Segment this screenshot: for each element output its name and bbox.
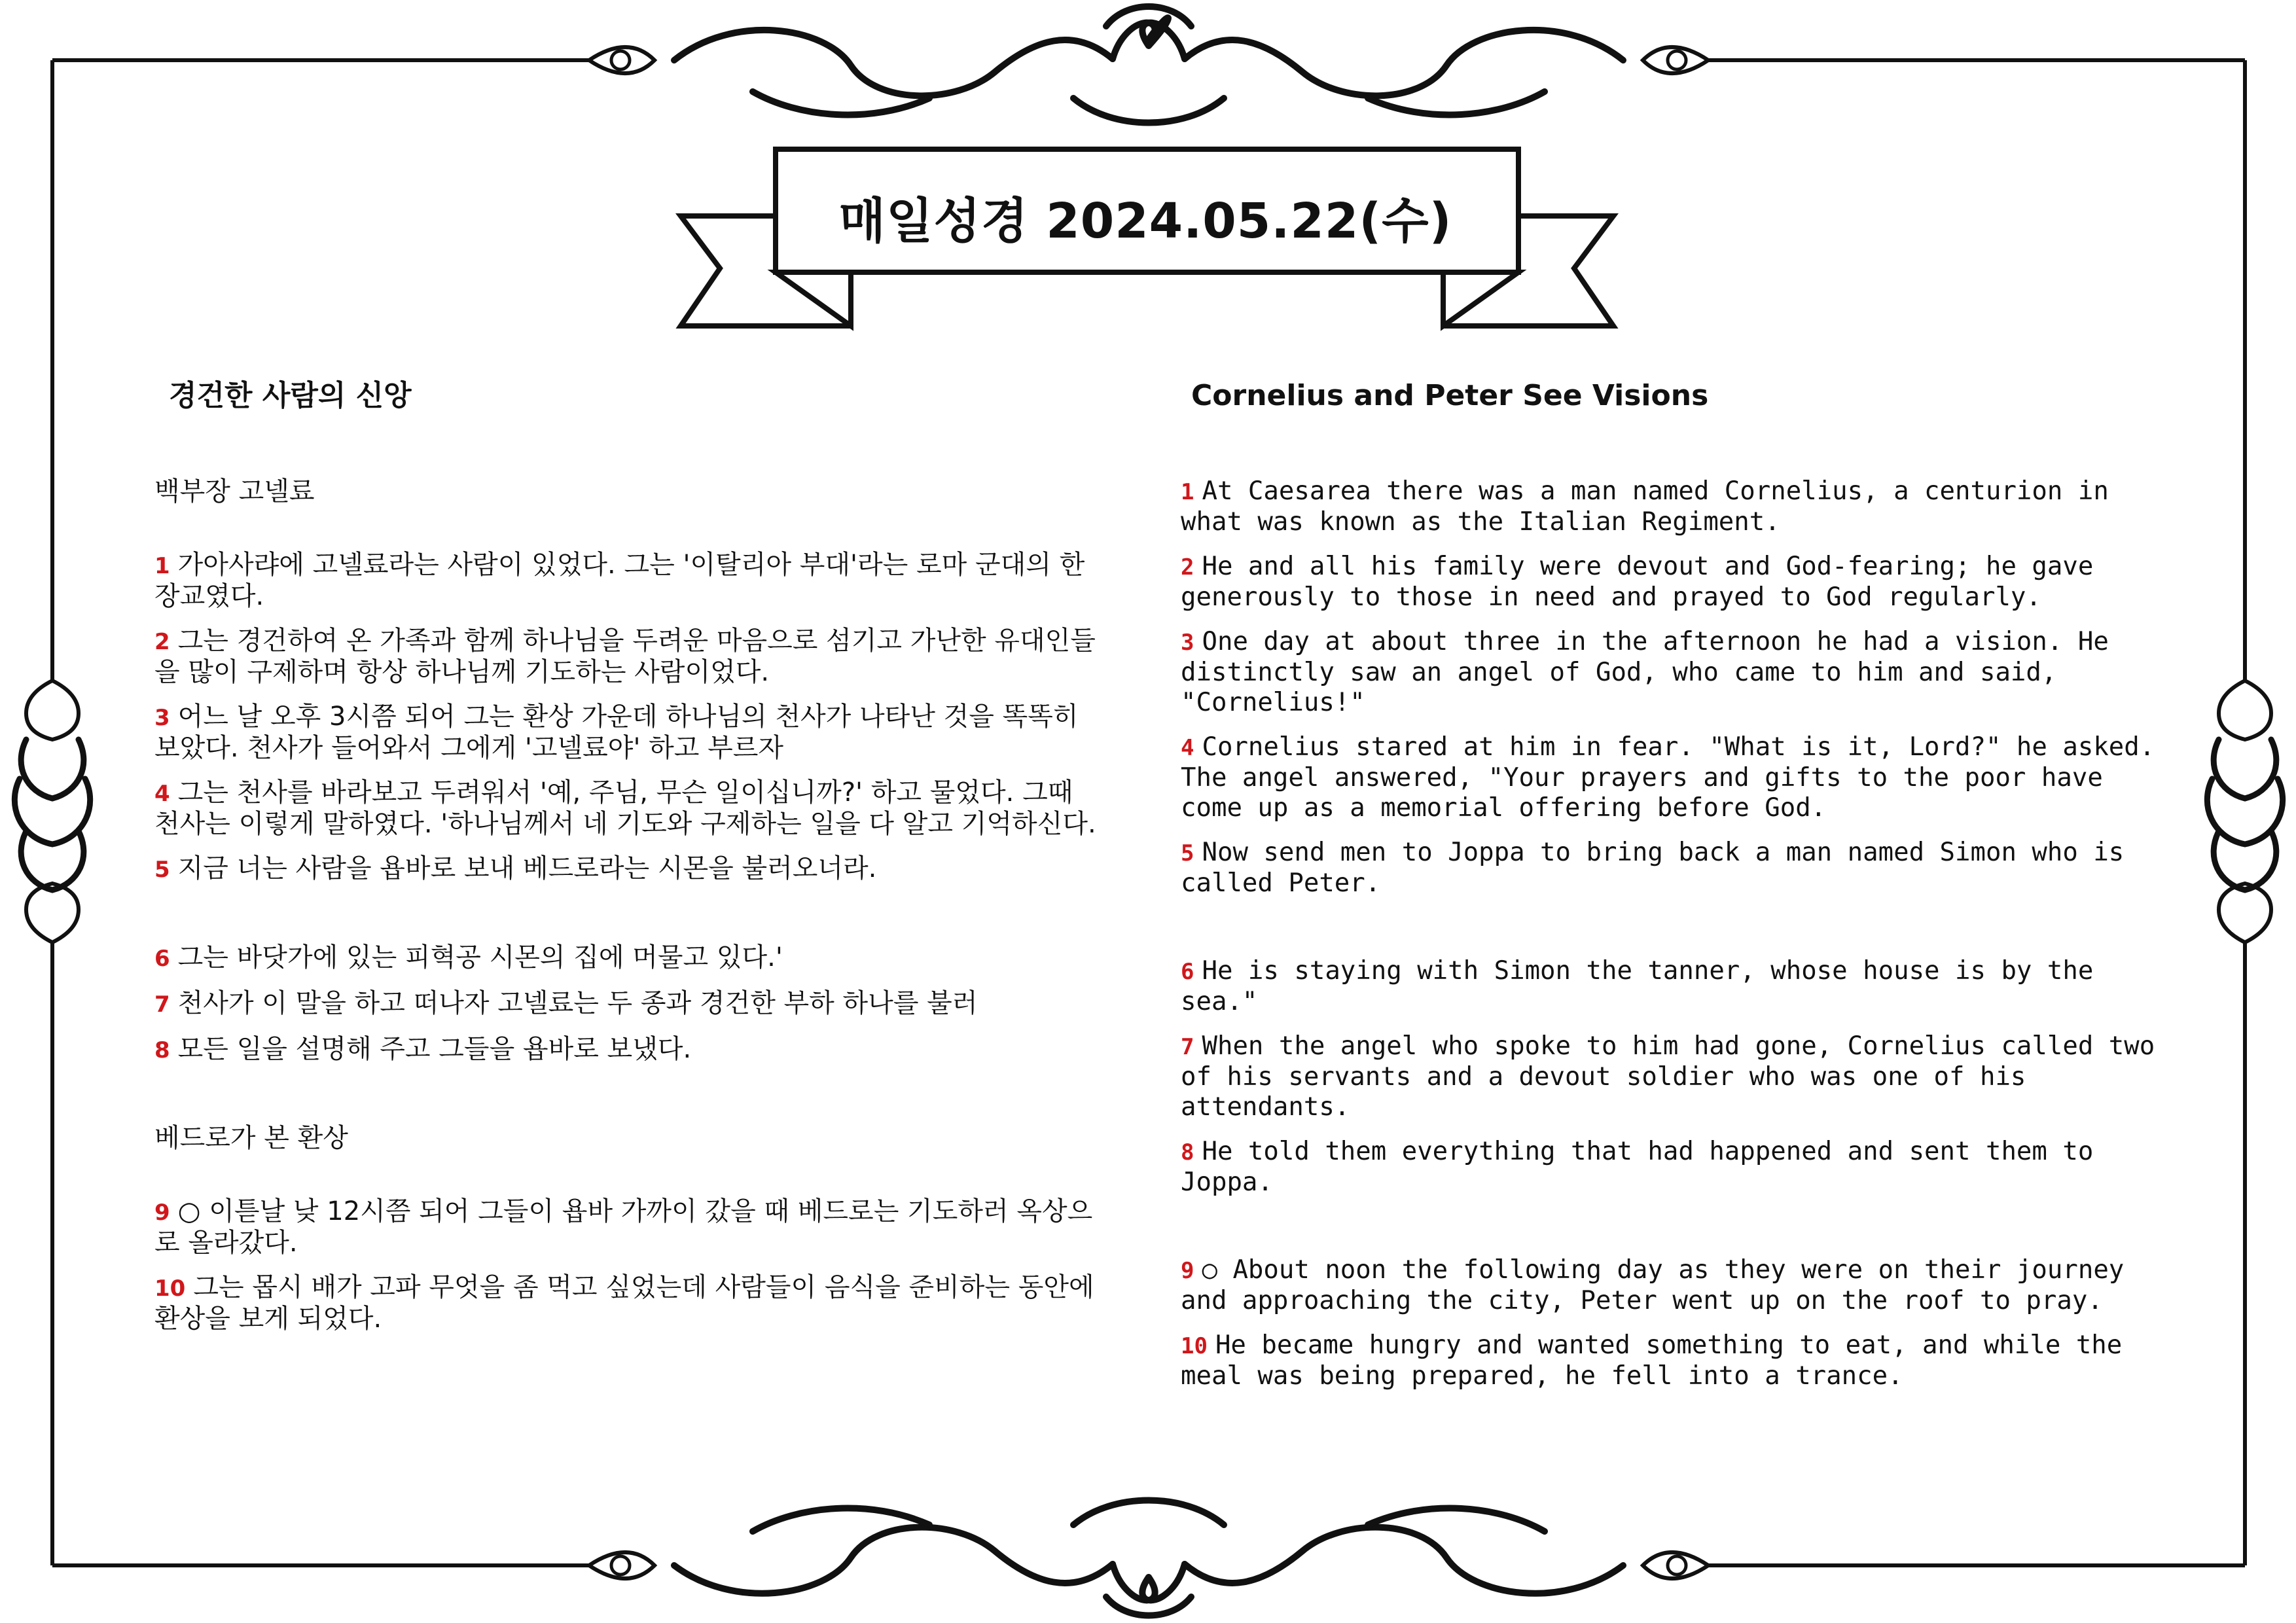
verse-text: 어느 날 오후 3시쯤 되어 그는 환상 가운데 하나님의 천사가 나타난 것을 똑똑히 보았다. 천사가 들어와서 그에게 '고넬료야' 하고 부르자 xyxy=(154,702,1079,763)
korean-heading: 경건한 사람의 신앙 xyxy=(169,379,412,412)
english-verse xyxy=(1181,627,2157,718)
top-flourish xyxy=(589,7,1708,123)
verse-number: 6 xyxy=(1181,959,1194,985)
english-verse xyxy=(1181,1330,2157,1391)
verse-number: 3 xyxy=(154,705,170,731)
verse-number: 10 xyxy=(154,1275,186,1302)
korean-verse xyxy=(154,777,1105,839)
korean-verse xyxy=(154,626,1105,687)
verse-number: 4 xyxy=(154,781,170,807)
verse-text: Now send men to Joppa to bring back a man named Simon who is called Peter. xyxy=(1181,838,2125,898)
english-verse xyxy=(1181,1031,2157,1122)
verse-number: 8 xyxy=(154,1037,170,1063)
spacer xyxy=(149,899,1105,942)
english-verse xyxy=(1181,732,2157,823)
page-title: 매일성경 2024.05.22(수) xyxy=(838,193,1452,249)
verse-text: 그는 바닷가에 있는 피혁공 시몬의 집에 머물고 있다.' xyxy=(177,942,783,972)
korean-verse xyxy=(154,1034,1105,1065)
verse-number: 7 xyxy=(1181,1034,1194,1060)
spacer xyxy=(1175,913,2157,956)
korean-verse xyxy=(154,1272,1105,1334)
verse-text: ○ 이튿날 낮 12시쯤 되어 그들이 욥바 가까이 갔을 때 베드로는 기도하러 옥상으로 올라갔다. xyxy=(154,1196,1093,1258)
verse-text: ○ About noon the following day as they were on their journey and approaching the city, Peter went up on the roof to pray. xyxy=(1181,1255,2125,1315)
verse-number: 9 xyxy=(154,1200,170,1226)
korean-verse xyxy=(154,853,1105,885)
bottom-flourish xyxy=(589,1501,1708,1616)
korean-verse xyxy=(154,942,1105,974)
verse-text: One day at about three in the afternoon he had a vision. He distinctly saw an angel of God, who came to him and said, "Cornelius!" xyxy=(1181,627,2109,717)
verse-number: 2 xyxy=(154,629,170,655)
verse-text: 지금 너는 사람을 욥바로 보내 베드로라는 시몬을 불러오너라. xyxy=(177,853,877,883)
verse-number: 1 xyxy=(1181,479,1194,505)
verse-number: 5 xyxy=(1181,840,1194,866)
verse-text: Cornelius stared at him in fear. "What is it, Lord?" he asked. The angel answered, "Your prayers and gifts to the poor have come up as a memorial offering before God. xyxy=(1181,732,2155,823)
right-flourish xyxy=(2207,681,2282,942)
verse-text: 모든 일을 설명해 주고 그들을 욥바로 보냈다. xyxy=(177,1034,692,1064)
spacer xyxy=(1175,1212,2157,1255)
verse-number: 3 xyxy=(1181,630,1194,656)
verse-text: He and all his family were devout and God-fearing; he gave generously to those in need and prayed to God regularly. xyxy=(1181,552,2094,612)
verse-number: 10 xyxy=(1181,1333,1208,1359)
english-verse xyxy=(1181,476,2157,537)
verse-text: At Caesarea there was a man named Cornelius, a centurion in what was known as the Italian Regiment. xyxy=(1181,476,2109,537)
verse-text: 그는 몹시 배가 고파 무엇을 좀 먹고 싶었는데 사람들이 음식을 준비하는 동안에 환상을 보게 되었다. xyxy=(154,1272,1094,1334)
verse-text: When the angel who spoke to him had gone, Cornelius called two of his servants and a devout soldier who was one of his attendants. xyxy=(1181,1031,2155,1122)
korean-verse xyxy=(154,702,1105,763)
english-verse xyxy=(1181,838,2157,899)
verse-text: He told them everything that had happened and sent them to Joppa. xyxy=(1181,1137,2094,1197)
verse-number: 6 xyxy=(154,946,170,972)
english-column xyxy=(1175,366,2157,1406)
verse-text: 가아사랴에 고넬료라는 사람이 있었다. 그는 '이탈리아 부대'라는 로마 군대의 한 장교였다. xyxy=(154,550,1085,611)
korean-verse xyxy=(154,1196,1105,1258)
verse-number: 2 xyxy=(1181,554,1194,580)
left-flourish xyxy=(14,681,90,942)
verse-text: 그는 경건하여 온 가족과 함께 하나님을 두려운 마음으로 섬기고 가난한 유대인들을 많이 구제하며 항상 하나님께 기도하는 사람이었다. xyxy=(154,626,1096,687)
section-subtitle: 백부장 고넬료 xyxy=(154,476,315,507)
verse-number: 9 xyxy=(1181,1258,1194,1284)
verse-number: 8 xyxy=(1181,1139,1194,1166)
verse-number: 4 xyxy=(1181,735,1194,761)
korean-verse xyxy=(154,988,1105,1020)
english-verse xyxy=(1181,1255,2157,1316)
verse-text: 그는 천사를 바라보고 두려워서 '예, 주님, 무슨 일이십니까?' 하고 물었다. 그때 천사는 이렇게 말하였다. '하나님께서 네 기도와 구제하는 일을 다 알고 기억하신다. xyxy=(154,777,1096,839)
verse-text: He is staying with Simon the tanner, whose house is by the sea." xyxy=(1181,956,2094,1016)
spacer xyxy=(149,1080,1105,1123)
korean-column xyxy=(149,366,1105,1348)
english-verse xyxy=(1181,956,2157,1017)
section-subtitle: 베드로가 본 환상 xyxy=(154,1123,348,1153)
verse-number: 7 xyxy=(154,991,170,1018)
english-verse xyxy=(1181,1137,2157,1198)
verse-text: He became hungry and wanted something to eat, and while the meal was being prepared, he fell into a trance. xyxy=(1181,1330,2123,1391)
verse-number: 1 xyxy=(154,553,170,579)
english-heading: Cornelius and Peter See Visions xyxy=(1191,379,1709,412)
korean-verse xyxy=(154,550,1105,611)
english-verse xyxy=(1181,552,2157,613)
verse-text: 천사가 이 말을 하고 떠나자 고넬료는 두 종과 경건한 부하 하나를 불러 xyxy=(177,988,978,1018)
verse-number: 5 xyxy=(154,857,170,883)
